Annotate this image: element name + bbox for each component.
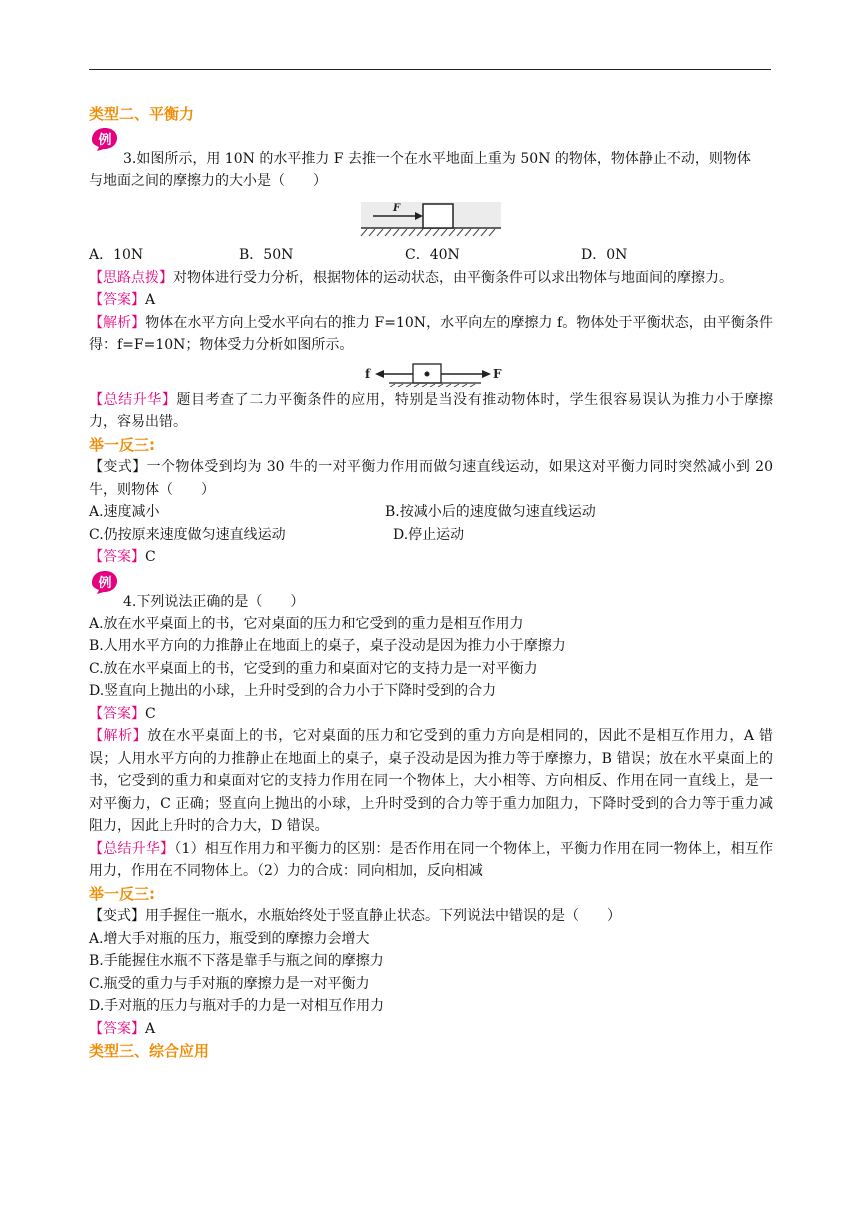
svg-text:例: 例: [98, 132, 112, 148]
section-heading-3: 类型三、综合应用: [89, 1042, 210, 1060]
option-c: C.瓶受的重力与手对瓶的摩擦力是一对平衡力: [89, 975, 370, 992]
option-a: A.放在水平桌面上的书，它对桌面的压力和它受到的重力是相互作用力: [89, 615, 524, 632]
question-3-stem-line1: 3.如图所示，用 10N 的水平推力 F 去推一个在水平地面上重为 50N 的物体，物体静止不动，则物体: [123, 150, 751, 167]
example-3-header: [89, 126, 773, 170]
question-3-answer: 【答案】A: [89, 292, 156, 308]
svg-text:F: F: [393, 203, 401, 214]
question-3-options: [89, 244, 773, 267]
option-a: A.速度减小: [89, 504, 160, 520]
option-d: D．0N: [581, 247, 628, 263]
option-c: C．40N: [405, 247, 460, 263]
option-b: B．50N: [239, 247, 294, 263]
variant-2-answer: 【答案】A: [89, 1020, 156, 1037]
force-balance-diagram: [89, 361, 773, 387]
example-badge-icon: [89, 126, 119, 152]
header-rule: [89, 69, 771, 70]
option-c: C.放在水平桌面上的书，它受到的重力和桌面对它的支持力是一对平衡力: [89, 660, 538, 677]
option-b: B.按减小后的速度做匀速直线运动: [385, 504, 596, 520]
option-b: B.人用水平方向的力推静止在地面上的桌子，桌子没动是因为推力小于摩擦力: [89, 638, 566, 654]
option-a: A．10N: [89, 247, 144, 263]
variant-1-options-row1: [89, 501, 773, 524]
svg-text:F: F: [493, 366, 502, 381]
push-block-diagram: [89, 196, 773, 242]
option-a: A.增大手对瓶的压力，瓶受到的摩擦力会增大: [89, 930, 370, 947]
question-4-answer: 【答案】C: [89, 705, 156, 722]
practice-heading-2: 举一反三:: [89, 884, 155, 903]
example-4-header: [89, 569, 773, 613]
question-3-analysis: 【解析】物体在水平方向上受水平向右的推力 F=10N，水平向左的摩擦力 f。物体处于平衡状态，由平衡条件得：f=F=10N；物体受力分析如图所示。: [89, 314, 774, 353]
svg-text:例: 例: [98, 575, 112, 591]
push-block-figure: [89, 196, 773, 242]
option-d: D.竖直向上抛出的小球，上升时受到的合力小于下降时受到的合力: [89, 683, 497, 699]
document-body: [89, 103, 773, 1063]
variant-1-answer: 【答案】C: [89, 549, 156, 565]
question-4-stem: 4.下列说法正确的是（ ）: [123, 593, 305, 610]
option-c: C.仍按原来速度做匀速直线运动: [89, 526, 286, 543]
question-3-hint: 【思路点拨】对物体进行受力分析，根据物体的运动状态，由平衡条件可以求出物体与地面间的摩擦力。: [89, 269, 733, 286]
option-d: D.手对瓶的压力与瓶对手的力是一对相互作用力: [89, 998, 385, 1014]
option-b: B.手能握住水瓶不下落是靠手与瓶之间的摩擦力: [89, 953, 384, 969]
variant-1-options-row2: [89, 524, 773, 547]
svg-text:f: f: [365, 366, 371, 381]
practice-heading: 举一反三:: [89, 435, 155, 454]
option-d: D.停止运动: [393, 526, 465, 543]
question-3-stem-line2: 与地面之间的摩擦力的大小是（ ）: [89, 172, 327, 189]
example-badge-icon: [89, 569, 119, 595]
force-diagram-figure: [89, 361, 773, 387]
question-3-summary: 【总结升华】题目考查了二力平衡条件的应用，特别是当没有推动物体时，学生很容易误认为推力小于摩擦力，容易出错。: [89, 391, 774, 430]
section-heading-2: 类型二、平衡力: [89, 105, 195, 123]
question-4-analysis: 【解析】放在水平桌面上的书，它对桌面的压力和它受到的重力方向是相同的，因此不是相互作用力，A 错误；人用水平方向的力推静止在地面上的桌子，桌子没动是因为推力等于摩擦力，B 错误；放在水平桌面上的书，它受到的重力和桌面对它的支持力作用在同一个物体上，大小相等、方向相反、作用在同一直线上，是一对平衡力，C 正确；竖直向上抛出的小球，上升时受到的合力等于重力加阻力，下降时受到的合力等于重力减阻力，因此上升时的合力大，D 错误。: [89, 728, 774, 834]
question-4-summary: 【总结升华】（1）相互作用力和平衡力的区别：是否作用在同一个物体上，平衡力作用在同一物体上，相互作用力，作用在不同物体上。（2）力的合成：同向相加，反向相减: [89, 840, 774, 879]
variant-1-stem: 【变式】一个物体受到均为 30 牛的一对平衡力作用而做匀速直线运动，如果这对平衡力同时突然减小到 20 牛，则物体（ ）: [89, 459, 773, 498]
variant-2-stem: 【变式】用手握住一瓶水，水瓶始终处于竖直静止状态。下列说法中错误的是（ ）: [89, 908, 621, 924]
